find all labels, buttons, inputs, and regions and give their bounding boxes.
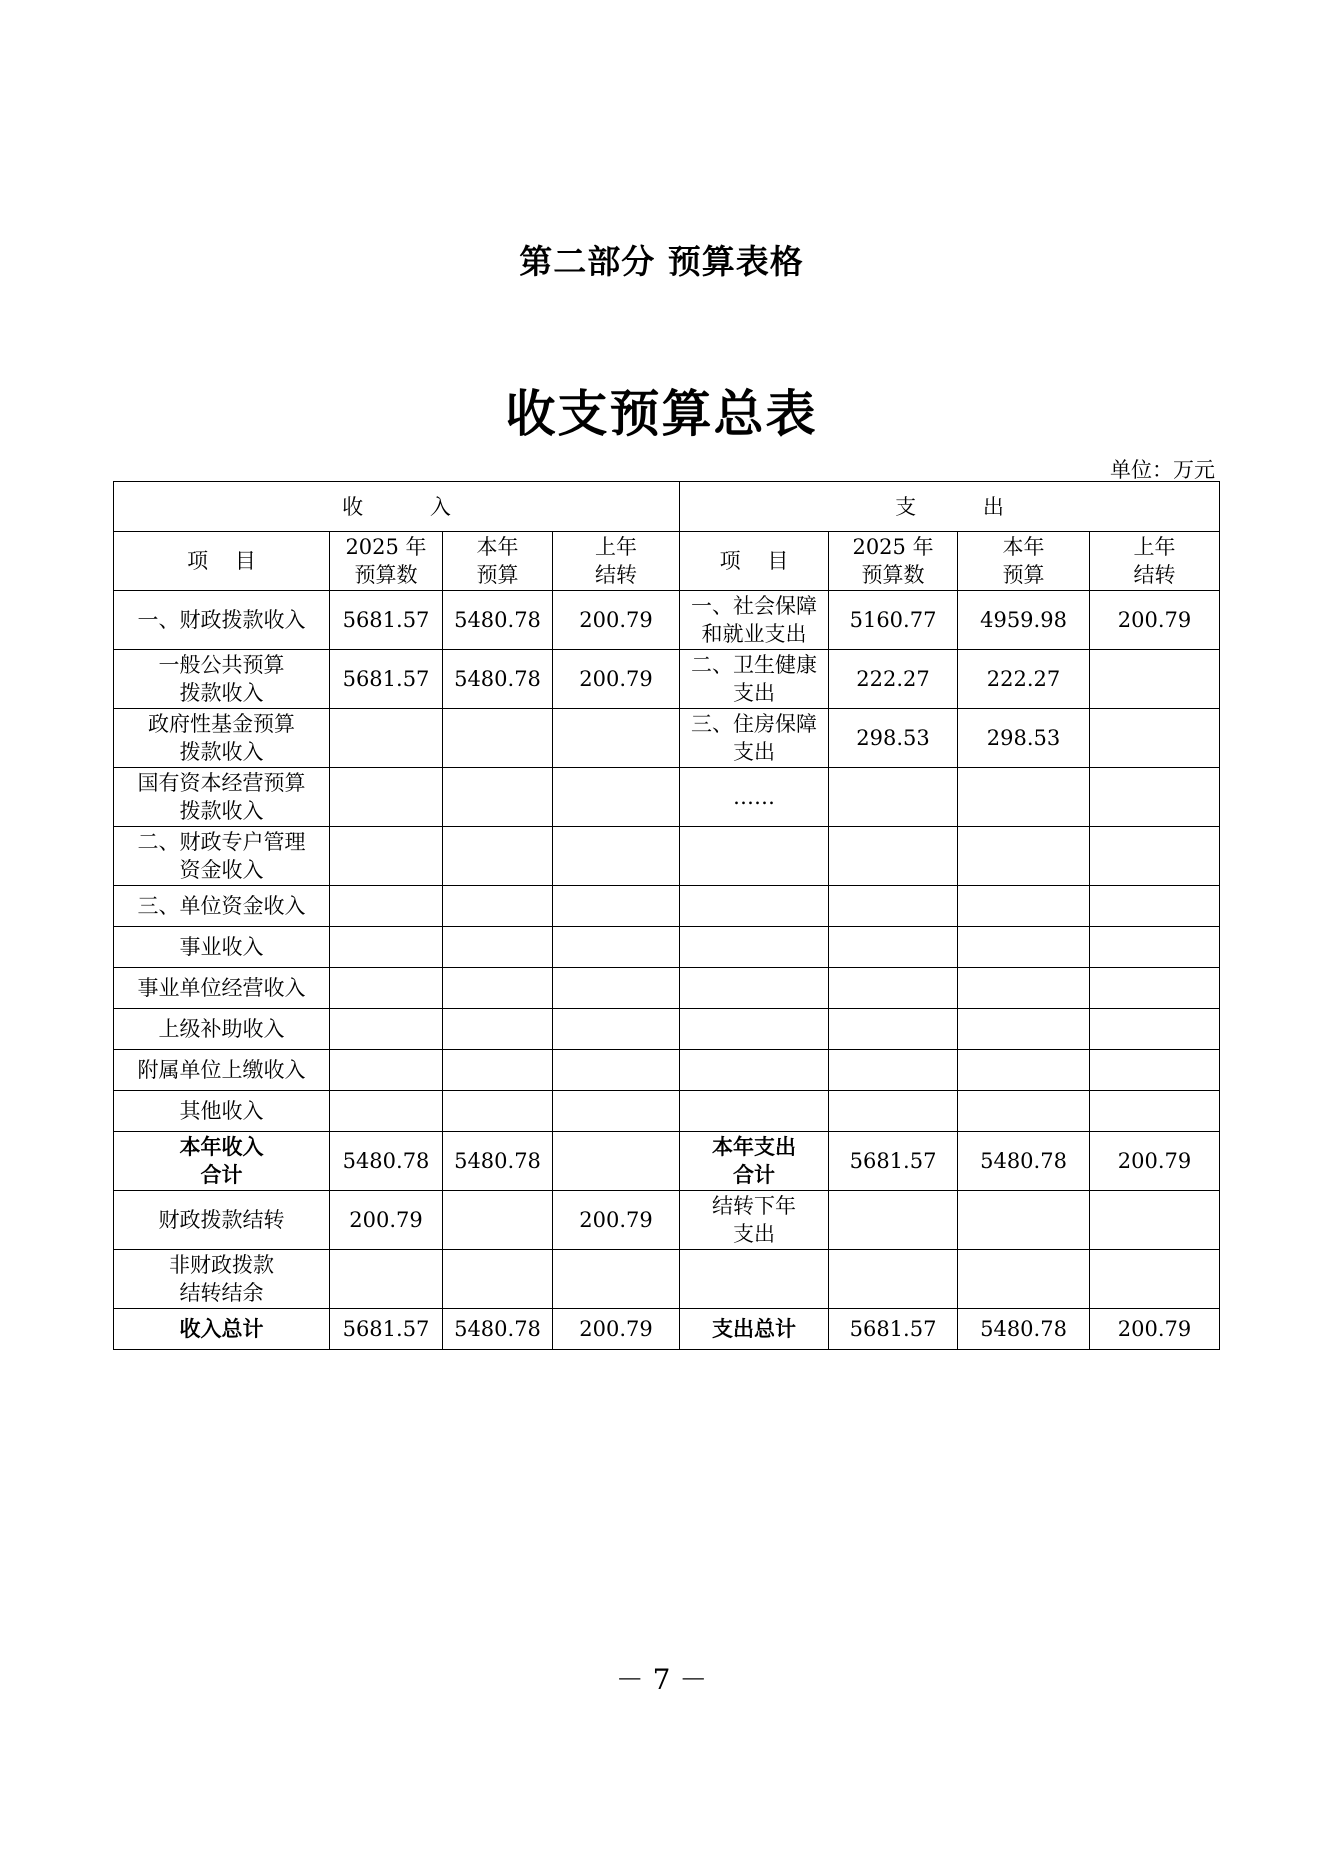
income-header: 收 入: [114, 482, 680, 532]
expense-item-label: [680, 886, 829, 927]
page-number: － 7 －: [615, 1663, 708, 1696]
table-row: [114, 1309, 1220, 1350]
expense-item-label: 支出总计: [680, 1309, 829, 1350]
income-item-label: 财政拨款结转: [114, 1191, 330, 1250]
income-this-year-budget-value: [443, 1009, 553, 1050]
income-item-label: 非财政拨款 结转结余: [114, 1250, 330, 1309]
expense-this-year-budget-value: [958, 768, 1090, 827]
income-item-label: 国有资本经营预算 拨款收入: [114, 768, 330, 827]
main-title: 收支预算总表: [505, 384, 818, 443]
income-carryover-value: 200.79: [553, 1191, 680, 1250]
expense-this-year-budget-value: 5480.78: [958, 1309, 1090, 1350]
expense-item-label: [680, 1091, 829, 1132]
expense-carryover-value: [1090, 1009, 1220, 1050]
income-item-label: 政府性基金预算 拨款收入: [114, 709, 330, 768]
expense-this-year-budget-value: [958, 968, 1090, 1009]
table-row: [114, 591, 1220, 650]
income-budget2025-value: 5480.78: [330, 1132, 443, 1191]
expense-item-label: 结转下年 支出: [680, 1191, 829, 1250]
expense-budget2025-value: [829, 827, 958, 886]
income-budget2025-value: [330, 1009, 443, 1050]
expense-carryover-value: [1090, 768, 1220, 827]
expense-budget2025-value: [829, 768, 958, 827]
expense-carryover-value: 200.79: [1090, 1132, 1220, 1191]
expense-budget2025-value: [829, 1191, 958, 1250]
income-carryover-value: [553, 1132, 680, 1191]
table-row: [114, 709, 1220, 768]
income-carryover-value: [553, 1050, 680, 1091]
expense-carryover-value: [1090, 709, 1220, 768]
expense-budget2025-value: [829, 968, 958, 1009]
income-budget2025-value: 200.79: [330, 1191, 443, 1250]
expense-item-label: [680, 1050, 829, 1091]
expense-budget2025-value: [829, 1091, 958, 1132]
table-row: [114, 1250, 1220, 1309]
income-budget2025-value: [330, 709, 443, 768]
income-this-year-header: 本年 预算: [443, 532, 553, 591]
income-carryover-value: [553, 1091, 680, 1132]
income-budget2025-value: [330, 968, 443, 1009]
income-budget2025-value: 5681.57: [330, 650, 443, 709]
income-this-year-budget-value: [443, 1050, 553, 1091]
expense-budget2025-value: 298.53: [829, 709, 958, 768]
expense-item-label: 二、卫生健康 支出: [680, 650, 829, 709]
expense-carryover-value: [1090, 1050, 1220, 1091]
income-item-label: 收入总计: [114, 1309, 330, 1350]
expense-this-year-budget-value: 5480.78: [958, 1132, 1090, 1191]
income-this-year-budget-value: 5480.78: [443, 650, 553, 709]
table-column-header-row: [114, 532, 1220, 591]
table-row: [114, 927, 1220, 968]
income-item-label: 三、单位资金收入: [114, 886, 330, 927]
expense-this-year-budget-value: [958, 886, 1090, 927]
expense-budget2025-value: 5160.77: [829, 591, 958, 650]
income-budget2025-value: [330, 768, 443, 827]
expense-budget2025-value: [829, 927, 958, 968]
expense-item-header: 项 目: [680, 532, 829, 591]
income-item-label: 事业收入: [114, 927, 330, 968]
expense-carryover-header: 上年 结转: [1090, 532, 1220, 591]
income-item-label: 一、财政拨款收入: [114, 591, 330, 650]
income-budget2025-value: [330, 1250, 443, 1309]
expense-item-label: [680, 927, 829, 968]
expense-carryover-value: 200.79: [1090, 591, 1220, 650]
income-budget2025-value: [330, 827, 443, 886]
income-budget2025-value: [330, 927, 443, 968]
unit-label: 单位：万元: [1110, 458, 1215, 482]
income-carryover-value: 200.79: [553, 650, 680, 709]
expense-header: 支 出: [680, 482, 1220, 532]
income-this-year-budget-value: [443, 1250, 553, 1309]
table-row: [114, 768, 1220, 827]
expense-budget2025-value: 5681.57: [829, 1309, 958, 1350]
table-row: [114, 1091, 1220, 1132]
income-this-year-budget-value: [443, 1191, 553, 1250]
budget-summary-table: [113, 481, 1220, 1350]
income-this-year-budget-value: 5480.78: [443, 1309, 553, 1350]
income-this-year-budget-value: 5480.78: [443, 1132, 553, 1191]
income-this-year-budget-value: [443, 927, 553, 968]
income-carryover-value: [553, 1250, 680, 1309]
income-this-year-budget-value: [443, 1091, 553, 1132]
income-budget2025-value: [330, 1050, 443, 1091]
income-budget2025-value: 5681.57: [330, 591, 443, 650]
expense-this-year-budget-value: 298.53: [958, 709, 1090, 768]
income-carryover-value: [553, 1009, 680, 1050]
expense-carryover-value: [1090, 927, 1220, 968]
table-row: [114, 886, 1220, 927]
expense-this-year-budget-value: [958, 1091, 1090, 1132]
expense-item-label: [680, 1250, 829, 1309]
expense-budget2025-value: [829, 886, 958, 927]
income-carryover-value: [553, 768, 680, 827]
expense-item-label: [680, 827, 829, 886]
income-this-year-budget-value: 5480.78: [443, 591, 553, 650]
table-header-group-row: [114, 482, 1220, 532]
income-carryover-value: [553, 927, 680, 968]
income-item-label: 一般公共预算 拨款收入: [114, 650, 330, 709]
income-budget2025-value: 5681.57: [330, 1309, 443, 1350]
income-budget2025-value: [330, 886, 443, 927]
table-row: [114, 827, 1220, 886]
section-title: 第二部分 预算表格: [519, 242, 804, 281]
expense-this-year-budget-value: [958, 827, 1090, 886]
table-row: [114, 1050, 1220, 1091]
income-item-label: 事业单位经营收入: [114, 968, 330, 1009]
expense-carryover-value: 200.79: [1090, 1309, 1220, 1350]
expense-item-label: [680, 968, 829, 1009]
expense-this-year-budget-value: [958, 1250, 1090, 1309]
income-carryover-value: [553, 827, 680, 886]
expense-item-label: 三、住房保障 支出: [680, 709, 829, 768]
income-item-label: 二、财政专户管理 资金收入: [114, 827, 330, 886]
expense-budget2025-value: 5681.57: [829, 1132, 958, 1191]
expense-budget2025-value: [829, 1250, 958, 1309]
expense-carryover-value: [1090, 827, 1220, 886]
expense-item-label: 本年支出 合计: [680, 1132, 829, 1191]
expense-carryover-value: [1090, 650, 1220, 709]
income-carryover-value: [553, 709, 680, 768]
expense-budget2025-value: [829, 1050, 958, 1091]
expense-budget2025-value: 222.27: [829, 650, 958, 709]
income-carryover-value: [553, 968, 680, 1009]
expense-budget2025-header: 2025 年 预算数: [829, 532, 958, 591]
table-row: [114, 1009, 1220, 1050]
income-this-year-budget-value: [443, 968, 553, 1009]
income-this-year-budget-value: [443, 768, 553, 827]
expense-carryover-value: [1090, 1250, 1220, 1309]
table-row: [114, 1191, 1220, 1250]
income-item-header: 项 目: [114, 532, 330, 591]
income-this-year-budget-value: [443, 886, 553, 927]
income-item-label: 上级补助收入: [114, 1009, 330, 1050]
income-budget2025-value: [330, 1091, 443, 1132]
expense-this-year-header: 本年 预算: [958, 532, 1090, 591]
expense-this-year-budget-value: 4959.98: [958, 591, 1090, 650]
income-item-label: 本年收入 合计: [114, 1132, 330, 1191]
expense-this-year-budget-value: [958, 1191, 1090, 1250]
expense-carryover-value: [1090, 968, 1220, 1009]
table-row: [114, 968, 1220, 1009]
expense-this-year-budget-value: [958, 1009, 1090, 1050]
income-item-label: 其他收入: [114, 1091, 330, 1132]
expense-carryover-value: [1090, 886, 1220, 927]
expense-budget2025-value: [829, 1009, 958, 1050]
income-carryover-value: [553, 886, 680, 927]
expense-item-label: 一、社会保障 和就业支出: [680, 591, 829, 650]
expense-carryover-value: [1090, 1191, 1220, 1250]
income-carryover-value: 200.79: [553, 591, 680, 650]
income-carryover-header: 上年 结转: [553, 532, 680, 591]
expense-item-label: [680, 1009, 829, 1050]
income-carryover-value: 200.79: [553, 1309, 680, 1350]
table-row: [114, 1132, 1220, 1191]
expense-this-year-budget-value: 222.27: [958, 650, 1090, 709]
income-this-year-budget-value: [443, 709, 553, 768]
income-budget2025-header: 2025 年 预算数: [330, 532, 443, 591]
expense-carryover-value: [1090, 1091, 1220, 1132]
income-item-label: 附属单位上缴收入: [114, 1050, 330, 1091]
table-row: [114, 650, 1220, 709]
income-this-year-budget-value: [443, 827, 553, 886]
expense-item-label: ……: [680, 768, 829, 827]
expense-this-year-budget-value: [958, 927, 1090, 968]
expense-this-year-budget-value: [958, 1050, 1090, 1091]
